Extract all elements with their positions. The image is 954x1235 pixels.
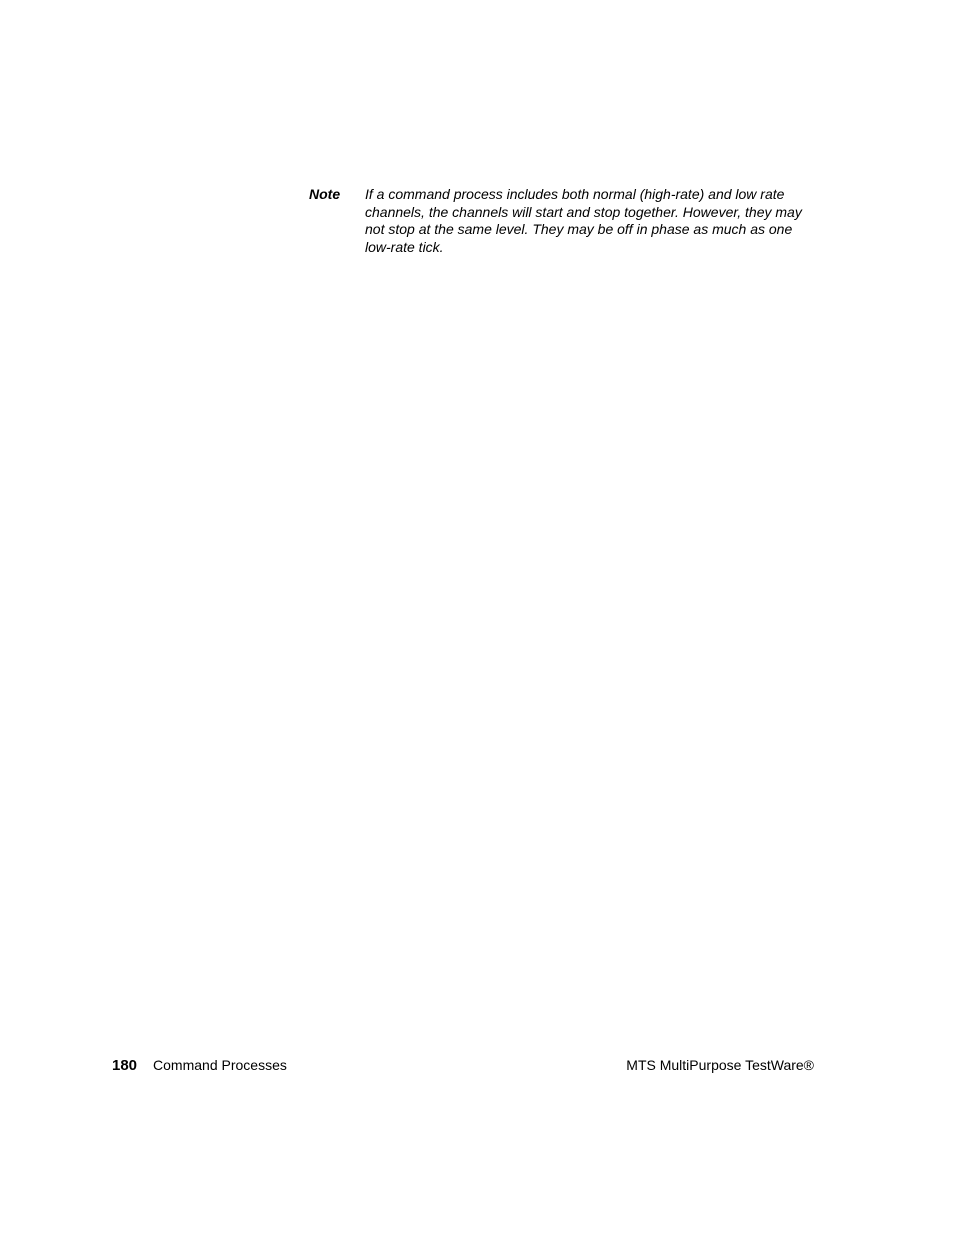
footer-product-name: MTS MultiPurpose TestWare® [626, 1057, 814, 1073]
note-text: If a command process includes both normal (high-rate) and low rate channels, the channels will start and stop together. However, they may not stop at the same level. They may be off in phase as much as one low-rate tick. [365, 186, 802, 255]
note-block [309, 186, 809, 256]
note-label: Note [309, 186, 341, 202]
page-number: 180 [112, 1057, 138, 1074]
footer-left [112, 1057, 287, 1074]
footer-section-title: Command Processes [153, 1057, 287, 1073]
